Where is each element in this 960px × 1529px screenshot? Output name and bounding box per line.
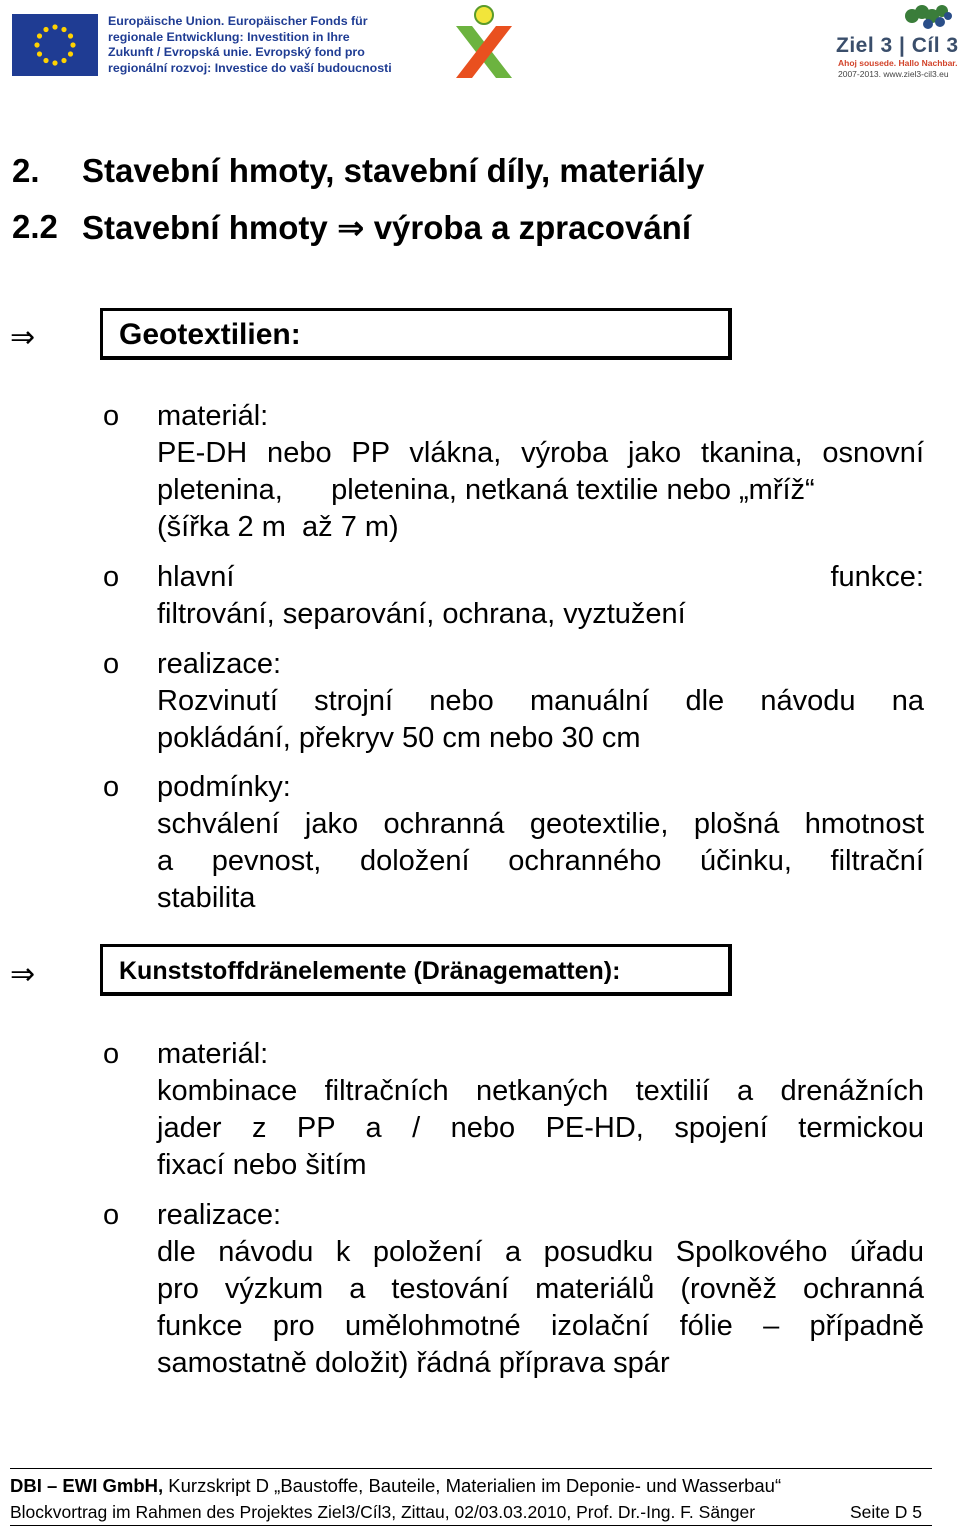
item-line: realizace: xyxy=(157,1199,282,1231)
cross-border-x-logo xyxy=(448,2,520,82)
footer-script-title: Kurzskript D „Baustoffe, Bauteile, Materialien im Deponie- und Wasserbau“ xyxy=(163,1475,782,1496)
item-line: Rozvinutí strojní nebo manuální dle návodu na xyxy=(157,685,924,717)
item-line: filtrování, separování, ochrana, vyztužení xyxy=(157,598,686,630)
item-line: (šířka 2 m až 7 m) xyxy=(157,511,399,543)
implies-arrow-icon: ⇒ xyxy=(10,958,36,991)
footer-divider xyxy=(10,1468,932,1469)
item-line: funkce pro umělohmotné izolační fólie – případně xyxy=(157,1310,924,1342)
footer-lecture-info: Blockvortrag im Rahmen des Projektes Ziel3/Cíl3, Zittau, 02/03.03.2010, Prof. Dr.-Ing. F. Sänger xyxy=(10,1502,756,1522)
section-heading: Stavební hmoty ⇒ výroba a zpracování xyxy=(82,209,692,246)
bullet-icon: o xyxy=(103,771,120,803)
item-line: fixací nebo šitím xyxy=(157,1149,367,1181)
heading-number: 2. xyxy=(12,152,40,189)
section-title: Kunststoffdränelemente (Dränagematten): xyxy=(119,957,621,985)
item-line: kombinace filtračních netkaných textilií a drenážních xyxy=(157,1075,924,1107)
item-line: pletenina, pletenina, netkaná textilie nebo „mříž“ xyxy=(157,474,815,506)
footer-line-2 xyxy=(10,1502,922,1523)
item-line: podmínky: xyxy=(157,771,291,803)
eu-line: regionální rozvoj: Investice do vaší budoucnosti xyxy=(108,60,392,75)
bullet-icon: o xyxy=(103,1199,120,1231)
item-line: pro výzkum a testování materiálů (rovněž ochranná xyxy=(157,1273,924,1305)
chapter-heading: Stavební hmoty, stavební díly, materiály xyxy=(82,152,705,189)
eu-line: Europäische Union. Europäischer Fonds für xyxy=(108,14,368,28)
list-item xyxy=(157,646,924,757)
eu-funding-text xyxy=(108,14,398,76)
item-line: realizace: xyxy=(157,648,282,680)
heading-number: 2.2 xyxy=(12,208,58,245)
ziel3-slogan: Ahoj sousede. Hallo Nachbar. xyxy=(838,58,958,68)
bullet-icon: o xyxy=(103,561,120,593)
page-number: Seite D 5 xyxy=(850,1502,922,1522)
item-line: schválení jako ochranná geotextilie, plošná hmotnost xyxy=(157,808,924,840)
list-item xyxy=(157,1036,924,1184)
list-item xyxy=(157,398,924,546)
item-line: samostatně doložit) řádná příprava spár xyxy=(157,1347,670,1379)
bullet-icon: o xyxy=(103,1038,120,1070)
implies-arrow-icon: ⇒ xyxy=(10,321,36,354)
list-item xyxy=(157,1197,924,1382)
eu-line: Zukunft / Evropská unie. Evropský fond pro xyxy=(108,45,365,60)
bullet-icon: o xyxy=(103,400,120,432)
section-title: Geotextilien: xyxy=(119,318,301,351)
item-line: jader z PP a / nebo PE-HD, spojení termickou xyxy=(157,1112,924,1144)
list-item xyxy=(157,559,924,633)
item-line: pokládání, překryv 50 cm nebo 30 cm xyxy=(157,722,641,754)
footer-bottom-divider xyxy=(10,1525,932,1526)
item-line: dle návodu k položení a posudku Spolkového úřadu xyxy=(157,1236,924,1268)
list-item xyxy=(157,769,924,917)
eu-stars-icon xyxy=(12,14,98,76)
ziel3-title: Ziel 3 | Cíl 3 xyxy=(836,34,959,57)
eu-flag-logo xyxy=(12,14,98,76)
item-line: hlavní funkce: xyxy=(157,561,924,593)
footer-line-1 xyxy=(10,1475,781,1497)
footer-company: DBI – EWI GmbH, xyxy=(10,1475,164,1496)
eu-line: regionale Entwicklung: Investition in Ihre xyxy=(108,29,350,44)
item-line: PE-DH nebo PP vlákna, výroba jako tkanina, osnovní xyxy=(157,437,924,469)
item-line: a pevnost, doložení ochranného účinku, filtrační xyxy=(157,845,924,877)
bullet-icon: o xyxy=(103,648,120,680)
item-line: materiál: xyxy=(157,400,269,432)
section-title-box xyxy=(100,308,732,360)
item-line: materiál: xyxy=(157,1038,269,1070)
ziel3-url: 2007-2013. www.ziel3-cil3.eu xyxy=(838,69,949,79)
item-line: stabilita xyxy=(157,882,256,914)
section-title-box xyxy=(100,944,732,996)
